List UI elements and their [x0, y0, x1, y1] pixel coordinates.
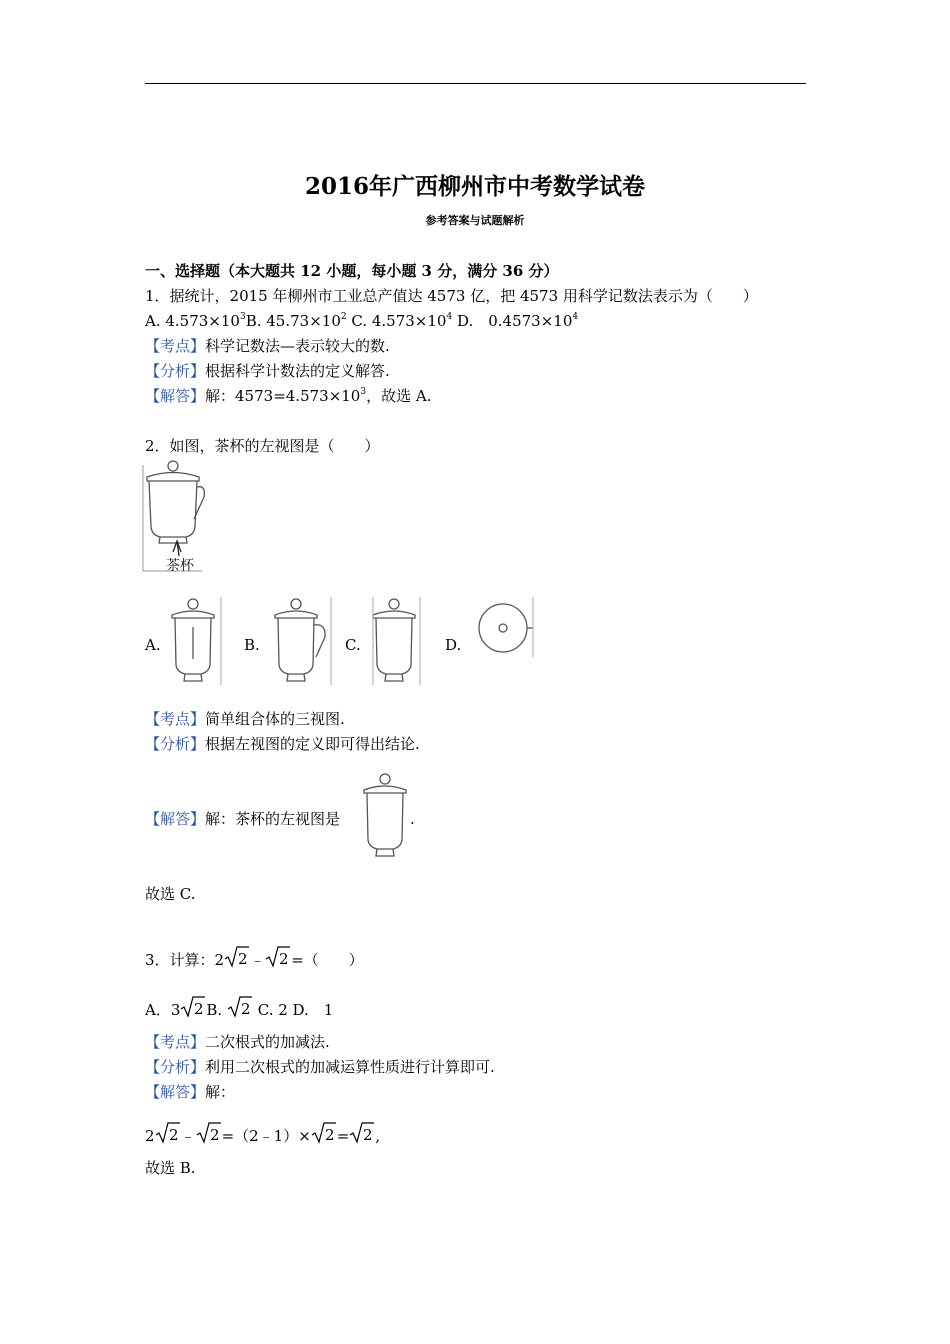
q2-kaodian: 【考点】简单组合体的三视图.: [145, 710, 345, 728]
teacup-figure: [140, 457, 210, 575]
q1-option-d: D. $0.4573\times 10^4$: [456, 312, 579, 330]
q3-option-a: A．3 2: [145, 1001, 206, 1019]
svg-text:2: 2: [194, 1000, 204, 1018]
fenxi-tag: 【分析】: [145, 735, 206, 753]
q2-option-b-label: B.: [244, 636, 260, 654]
q1-fenxi: 【分析】根据科学计数法的定义解答.: [145, 362, 390, 380]
svg-text:2: 2: [279, 950, 289, 968]
q3-options: [145, 996, 333, 1019]
sqrt-symbol: [155, 1122, 181, 1144]
q3-option-cd: C. 2 D. 1: [257, 1001, 334, 1019]
q2-stem: 2．如图，茶杯的左视图是（ ）: [145, 437, 380, 455]
sqrt-symbol: [227, 996, 253, 1018]
kaodian-tag: 【考点】: [145, 1033, 206, 1051]
q2-option-a-label: A.: [145, 636, 161, 654]
jieda-tag: 【解答】: [145, 1083, 206, 1101]
q2-fenxi: 【分析】根据左视图的定义即可得出结论.: [145, 735, 420, 753]
q1-option-c: C. $4.573\times 10^4$: [351, 312, 453, 330]
q3-fenxi: 【分析】利用二次根式的加减运算性质进行计算即可.: [145, 1058, 495, 1076]
q2-jieda: 【解答】解：茶杯的左视图是: [145, 810, 341, 828]
teacup-label: 茶杯: [166, 558, 194, 574]
q2-option-b-figure: [268, 595, 336, 687]
q3-jieda: 【解答】解：: [145, 1083, 236, 1101]
sqrt-symbol: [311, 1122, 337, 1144]
q3-kaodian: 【考点】二次根式的加减法.: [145, 1033, 330, 1051]
sqrt-symbol: [224, 946, 250, 968]
q2-option-c-figure: [366, 595, 426, 687]
q2-option-d-figure: [474, 595, 540, 661]
sqrt-symbol: [196, 1122, 222, 1144]
q1-jieda: 【解答】解：$4573=4.573\times 10^3$，故选 A.: [145, 387, 432, 405]
q1-kaodian: 【考点】科学记数法—表示较大的数.: [145, 337, 390, 355]
jieda-tag: 【解答】: [145, 810, 206, 828]
q2-option-a-figure: [165, 595, 225, 687]
q3-stem: 3．计算：2 2 ﹣ 2 =（ ）: [145, 946, 364, 969]
page-title: 2016年广西柳州市中考数学试卷: [304, 173, 645, 200]
svg-text:2: 2: [209, 1126, 220, 1144]
q2-option-c-label: C.: [345, 636, 361, 654]
q2-conclusion: 故选 C.: [145, 885, 196, 903]
q2-answer-figure: [358, 770, 418, 862]
svg-text:2: 2: [168, 1126, 179, 1144]
q2-jieda-end: .: [410, 810, 415, 828]
svg-text:2: 2: [324, 1126, 335, 1144]
q3-option-b: B. 2: [206, 1001, 253, 1019]
q3-calculation: 2 2 ﹣ 2 =（2﹣1）× 2 = 2 ,: [145, 1122, 380, 1145]
sqrt-symbol: [265, 946, 291, 968]
section-heading: 一、选择题（本大题共 12 小题，每小题 3 分，满分 36 分）: [145, 262, 559, 280]
q1-option-a: A. $4.573\times 10^3$: [145, 312, 246, 330]
fenxi-tag: 【分析】: [145, 362, 206, 380]
fenxi-tag: 【分析】: [145, 1058, 206, 1076]
top-rule: [145, 83, 806, 84]
page-subtitle: 参考答案与试题解析: [425, 214, 525, 227]
q1-option-b: B. $45.73\times 10^2$: [245, 312, 347, 330]
q1-stem: 1．据统计，2015 年柳州市工业总产值达 4573 亿，把 4573 用科学记数法表示为（ ）: [145, 287, 758, 305]
q3-conclusion: 故选 B.: [145, 1159, 196, 1177]
sqrt-symbol: [349, 1122, 375, 1144]
sqrt-symbol: [180, 996, 206, 1018]
kaodian-tag: 【考点】: [145, 337, 206, 355]
svg-text:2: 2: [238, 950, 248, 968]
svg-text:2: 2: [240, 1000, 251, 1018]
q1-options: [145, 312, 578, 330]
kaodian-tag: 【考点】: [145, 710, 206, 728]
svg-text:2: 2: [363, 1126, 373, 1144]
q2-option-d-label: D.: [445, 636, 462, 654]
jieda-tag: 【解答】: [145, 387, 206, 405]
